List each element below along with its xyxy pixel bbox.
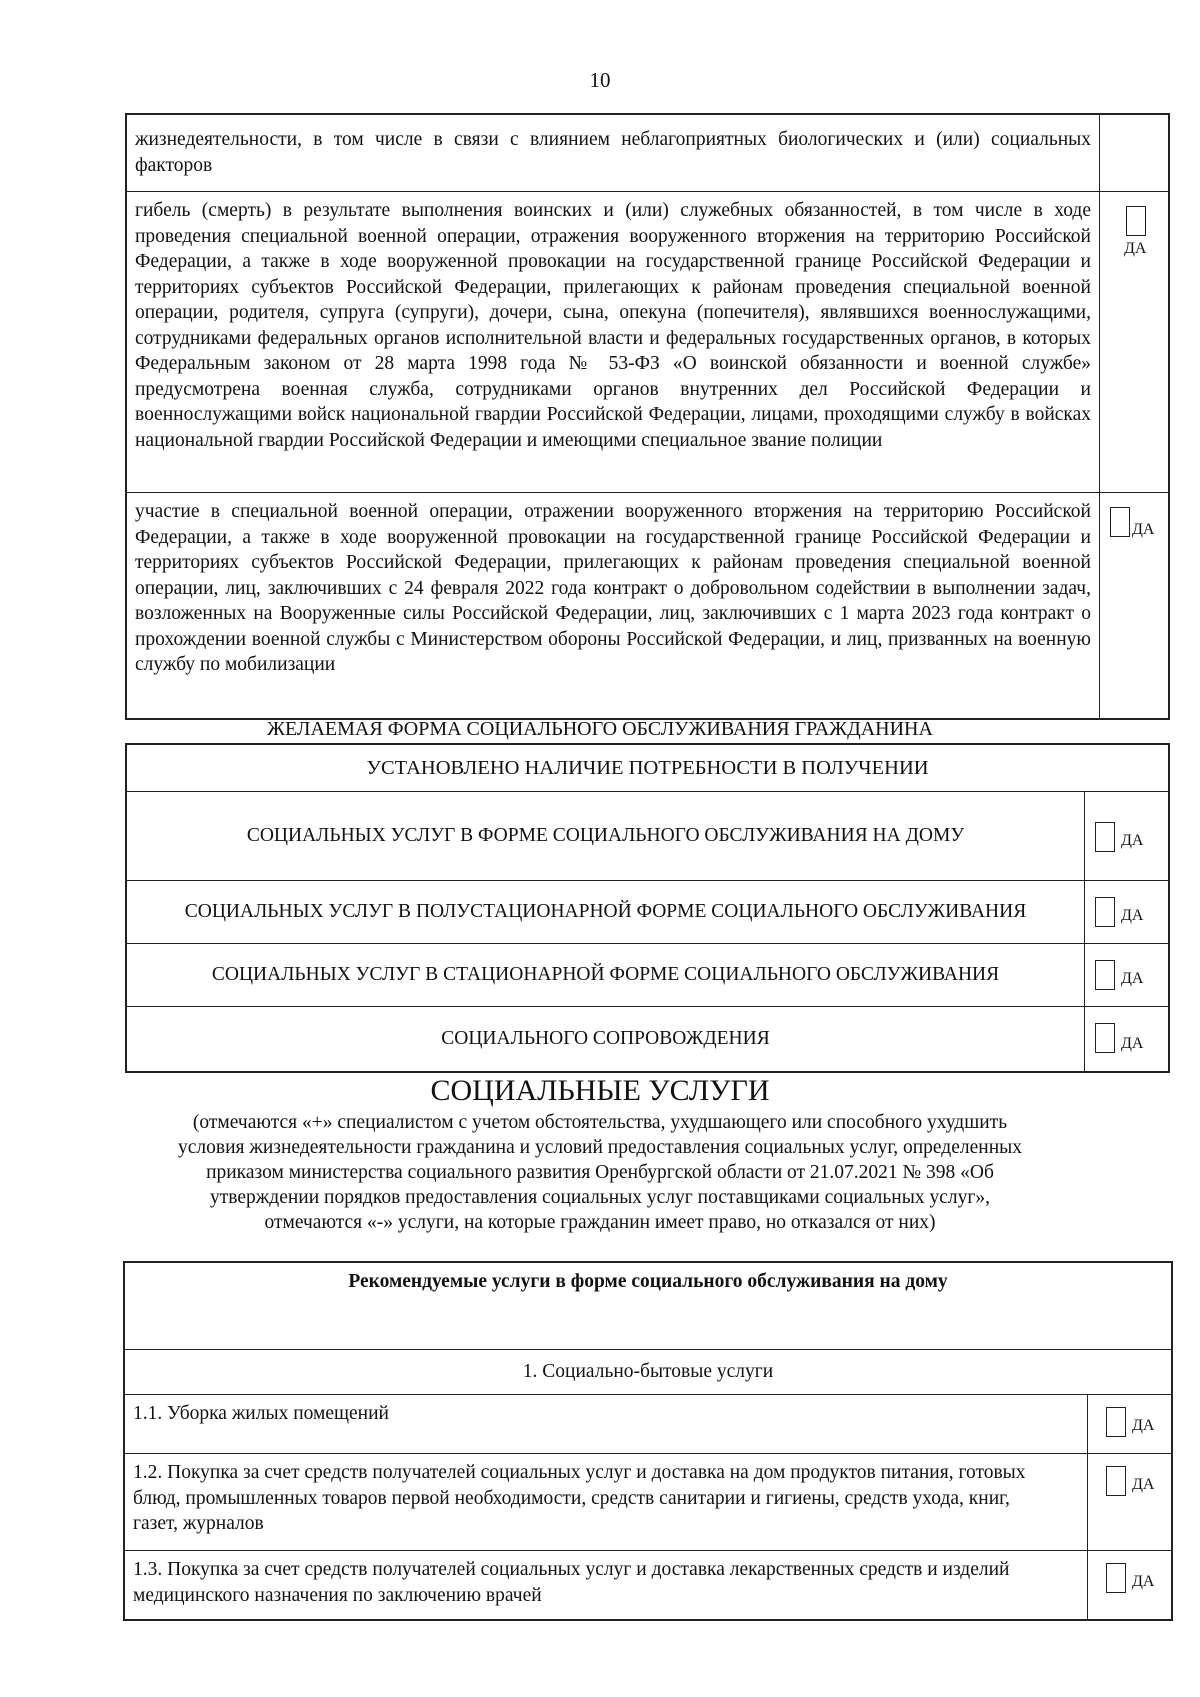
table-row <box>127 880 1168 943</box>
services-table <box>123 1261 1173 1621</box>
checkbox[interactable] <box>1106 1466 1126 1496</box>
check-cell <box>1084 944 1168 1006</box>
yes-label: ДА <box>1132 1417 1155 1434</box>
note-line: отмечаются «-» услуги, на которые гражданин имеет право, но отказался от них) <box>264 1212 936 1233</box>
table-row <box>125 1394 1171 1453</box>
row-label: СОЦИАЛЬНЫХ УСЛУГ В СТАЦИОНАРНОЙ ФОРМЕ СОЦИАЛЬНОГО ОБСЛУЖИВАНИЯ <box>211 964 1000 985</box>
services-note <box>0 1110 1200 1235</box>
check-cell <box>1099 493 1168 718</box>
yes-label: ДА <box>1121 907 1144 924</box>
row-text: жизнедеятельности, в том числе в связи с влиянием неблагоприятных биологических и (или) социальных факторов <box>135 129 1091 176</box>
row-text: 1.2. Покупка за счет средств получателей социальных услуг и доставка на дом продуктов питания, готовых блюд, промышленных товаров первой необходимости, средств санитарии и гигиены, средств ухода, книг, газет, журналов <box>133 1462 1026 1534</box>
note-line: условия жизнедеятельности гражданина и условий предоставления социальных услуг, определенных <box>178 1137 1022 1158</box>
services-table-subheader: 1. Социально-бытовые услуги <box>522 1361 774 1382</box>
row-text: участие в специальной военной операции, отражении вооруженного вторжения на территорию Российской Федерации, а также в ходе вооруженной провокации на государственной границе Российской Федерации и территориях субъектов Российской Федерации, прилегающих к районам проведения специальной военной операции, лиц, заключивших с 24 февраля 2022 года контракт о добровольном содействии в выполнении задач, возложенных на Вооруженные силы Российской Федерации, лиц, заключивших с 1 марта 2023 года контракт о прохождении военной службы с Министерством обороны Российской Федерации, и лиц, призванных на военную службу по мобилизации <box>135 501 1091 675</box>
table-subheader-row <box>125 1349 1171 1394</box>
check-cell <box>1084 881 1168 943</box>
services-title: СОЦИАЛЬНЫЕ УСЛУГИ <box>430 1074 770 1107</box>
checkbox[interactable] <box>1106 1563 1126 1593</box>
row-text: 1.1. Уборка жилых помещений <box>133 1403 389 1424</box>
yes-label: ДА <box>1121 832 1144 849</box>
table-row <box>127 791 1168 880</box>
yes-label: ДА <box>1124 240 1147 257</box>
checkbox[interactable] <box>1126 206 1146 236</box>
table-row <box>127 191 1168 492</box>
top-table <box>125 113 1170 720</box>
yes-label: ДА <box>1132 1476 1155 1493</box>
form-section-title: ЖЕЛАЕМАЯ ФОРМА СОЦИАЛЬНОГО ОБСЛУЖИВАНИЯ ГРАЖДАНИНА <box>267 718 933 740</box>
yes-label: ДА <box>1121 1035 1144 1052</box>
checkbox[interactable] <box>1095 960 1115 990</box>
form-table <box>125 743 1170 1073</box>
note-line: утверждении порядков предоставления социальных услуг поставщиками социальных услуг», <box>210 1187 990 1208</box>
table-row <box>125 1453 1171 1550</box>
check-cell <box>1087 1454 1171 1550</box>
row-text: 1.3. Покупка за счет средств получателей социальных услуг и доставка лекарственных средств и изделий медицинского назначения по заключению врачей <box>133 1559 1010 1606</box>
yes-label: ДА <box>1121 970 1144 987</box>
row-label: СОЦИАЛЬНОГО СОПРОВОЖДЕНИЯ <box>441 1028 770 1049</box>
table-row <box>127 492 1168 718</box>
yes-label: ДА <box>1132 521 1155 538</box>
yes-label: ДА <box>1132 1573 1155 1590</box>
check-cell <box>1099 192 1168 492</box>
check-cell <box>1087 1395 1171 1453</box>
checkbox[interactable] <box>1095 897 1115 927</box>
row-label: СОЦИАЛЬНЫХ УСЛУГ В ПОЛУСТАЦИОНАРНОЙ ФОРМЕ СОЦИАЛЬНОГО ОБСЛУЖИВАНИЯ <box>184 901 1027 922</box>
checkbox[interactable] <box>1095 1023 1115 1053</box>
checkbox[interactable] <box>1106 1407 1126 1437</box>
table-row <box>127 943 1168 1006</box>
empty-check-cell <box>1099 115 1168 191</box>
table-header: УСТАНОВЛЕНО НАЛИЧИЕ ПОТРЕБНОСТИ В ПОЛУЧЕНИИ <box>366 756 929 779</box>
note-line: (отмечаются «+» специалистом с учетом обстоятельства, ухудшающего или способного ухудшить <box>192 1112 1008 1133</box>
check-cell <box>1087 1551 1171 1619</box>
table-row <box>127 1006 1168 1071</box>
check-cell <box>1084 1007 1168 1071</box>
table-header-row <box>125 1263 1171 1349</box>
row-label: СОЦИАЛЬНЫХ УСЛУГ В ФОРМЕ СОЦИАЛЬНОГО ОБСЛУЖИВАНИЯ НА ДОМУ <box>246 825 965 846</box>
check-cell <box>1084 792 1168 880</box>
table-row <box>127 115 1168 191</box>
row-text: гибель (смерть) в результате выполнения воинских и (или) служебных обязанностей, в том числе в ходе проведения специальной военной операции, отражения вооруженного вторжения на территорию Российской Федерации, а также в ходе вооруженной провокации на государственной границе Российской Федерации и территориях субъектов Российской Федерации, прилегающих к районам проведения специальной военной операции, родителя, супруга (супруги), дочери, сына, опекуна (попечителя), являвшихся военнослужащими, сотрудниками федеральных органов исполнительной власти и федеральных государственных органов, в которых Федеральным законом от 28 марта 1998 года № 53-ФЗ «О воинской обязанности и военной службе» предусмотрена военная служба, сотрудниками органов внутренних дел Российской Федерации и военнослужащими войск национальной гвардии Российской Федерации, лицами, проходящими службу в войсках национальной гвардии Российской Федерации и имеющими специальное звание полиции <box>135 200 1091 451</box>
table-row <box>125 1550 1171 1619</box>
checkbox[interactable] <box>1110 507 1130 537</box>
checkbox[interactable] <box>1095 822 1115 852</box>
page-number: 10 <box>589 68 611 92</box>
table-header-row <box>127 745 1168 791</box>
services-table-header: Рекомендуемые услуги в форме социального обслуживания на дому <box>348 1271 948 1292</box>
note-line: приказом министерства социального развития Оренбургской области от 21.07.2021 № 398 «Об <box>206 1162 994 1183</box>
